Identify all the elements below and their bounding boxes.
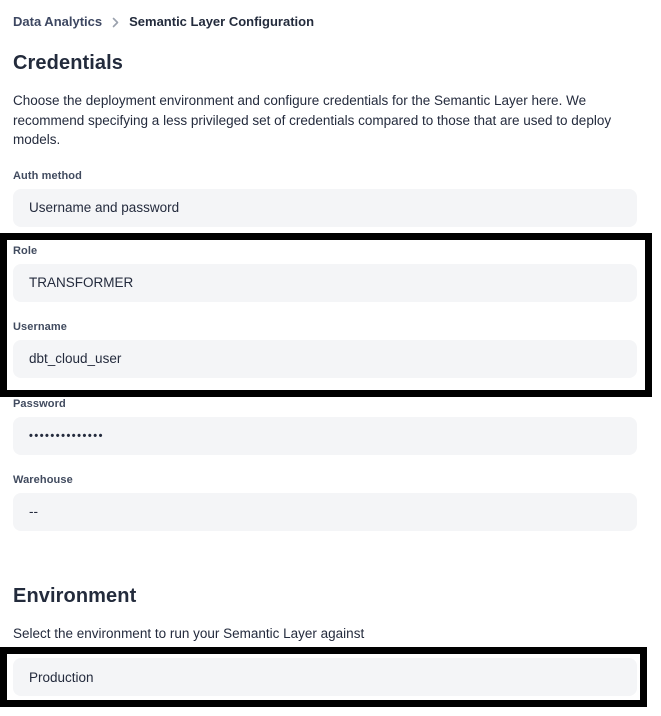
username-group — [13, 321, 637, 378]
username-field[interactable] — [13, 340, 637, 378]
password-label: Password — [13, 397, 66, 410]
warehouse-group — [13, 474, 661, 531]
auth-method-value: Username and password — [29, 200, 180, 215]
auth-method-group — [13, 170, 661, 227]
warehouse-field[interactable] — [13, 493, 637, 531]
credentials-description: Choose the deployment environment and configure credentials for the Semantic Layer here. We recommend specifying a less privileged set of credentials compared to those that are used to deploy models. — [13, 93, 612, 147]
annotation-box-role-username — [0, 233, 652, 397]
environment-field[interactable] — [13, 658, 637, 696]
warehouse-value: -- — [29, 504, 38, 519]
role-label: Role — [13, 244, 38, 257]
password-group — [13, 398, 661, 455]
role-value: TRANSFORMER — [29, 275, 134, 290]
warehouse-label: Warehouse — [13, 473, 73, 486]
password-field[interactable] — [13, 417, 637, 455]
breadcrumb-item-data-analytics[interactable]: Data Analytics — [13, 14, 103, 29]
annotation-box-environment — [0, 647, 647, 707]
auth-method-field[interactable] — [13, 189, 637, 227]
chevron-right-icon — [111, 17, 120, 28]
password-masked-value: •••••••••••••• — [29, 429, 104, 442]
breadcrumb-item-semantic-layer-configuration: Semantic Layer Configuration — [129, 14, 315, 29]
environment-description: Select the environment to run your Semantic Layer against — [13, 625, 365, 641]
username-label: Username — [13, 320, 67, 333]
environment-section — [13, 585, 661, 708]
environment-section-title: Environment — [13, 584, 137, 607]
auth-method-label: Auth method — [13, 169, 82, 182]
breadcrumb — [13, 14, 661, 29]
role-group — [13, 245, 637, 302]
username-value: dbt_cloud_user — [29, 351, 122, 366]
credentials-section-title: Credentials — [13, 52, 124, 74]
environment-value: Production — [29, 669, 94, 685]
role-field[interactable] — [13, 264, 637, 302]
